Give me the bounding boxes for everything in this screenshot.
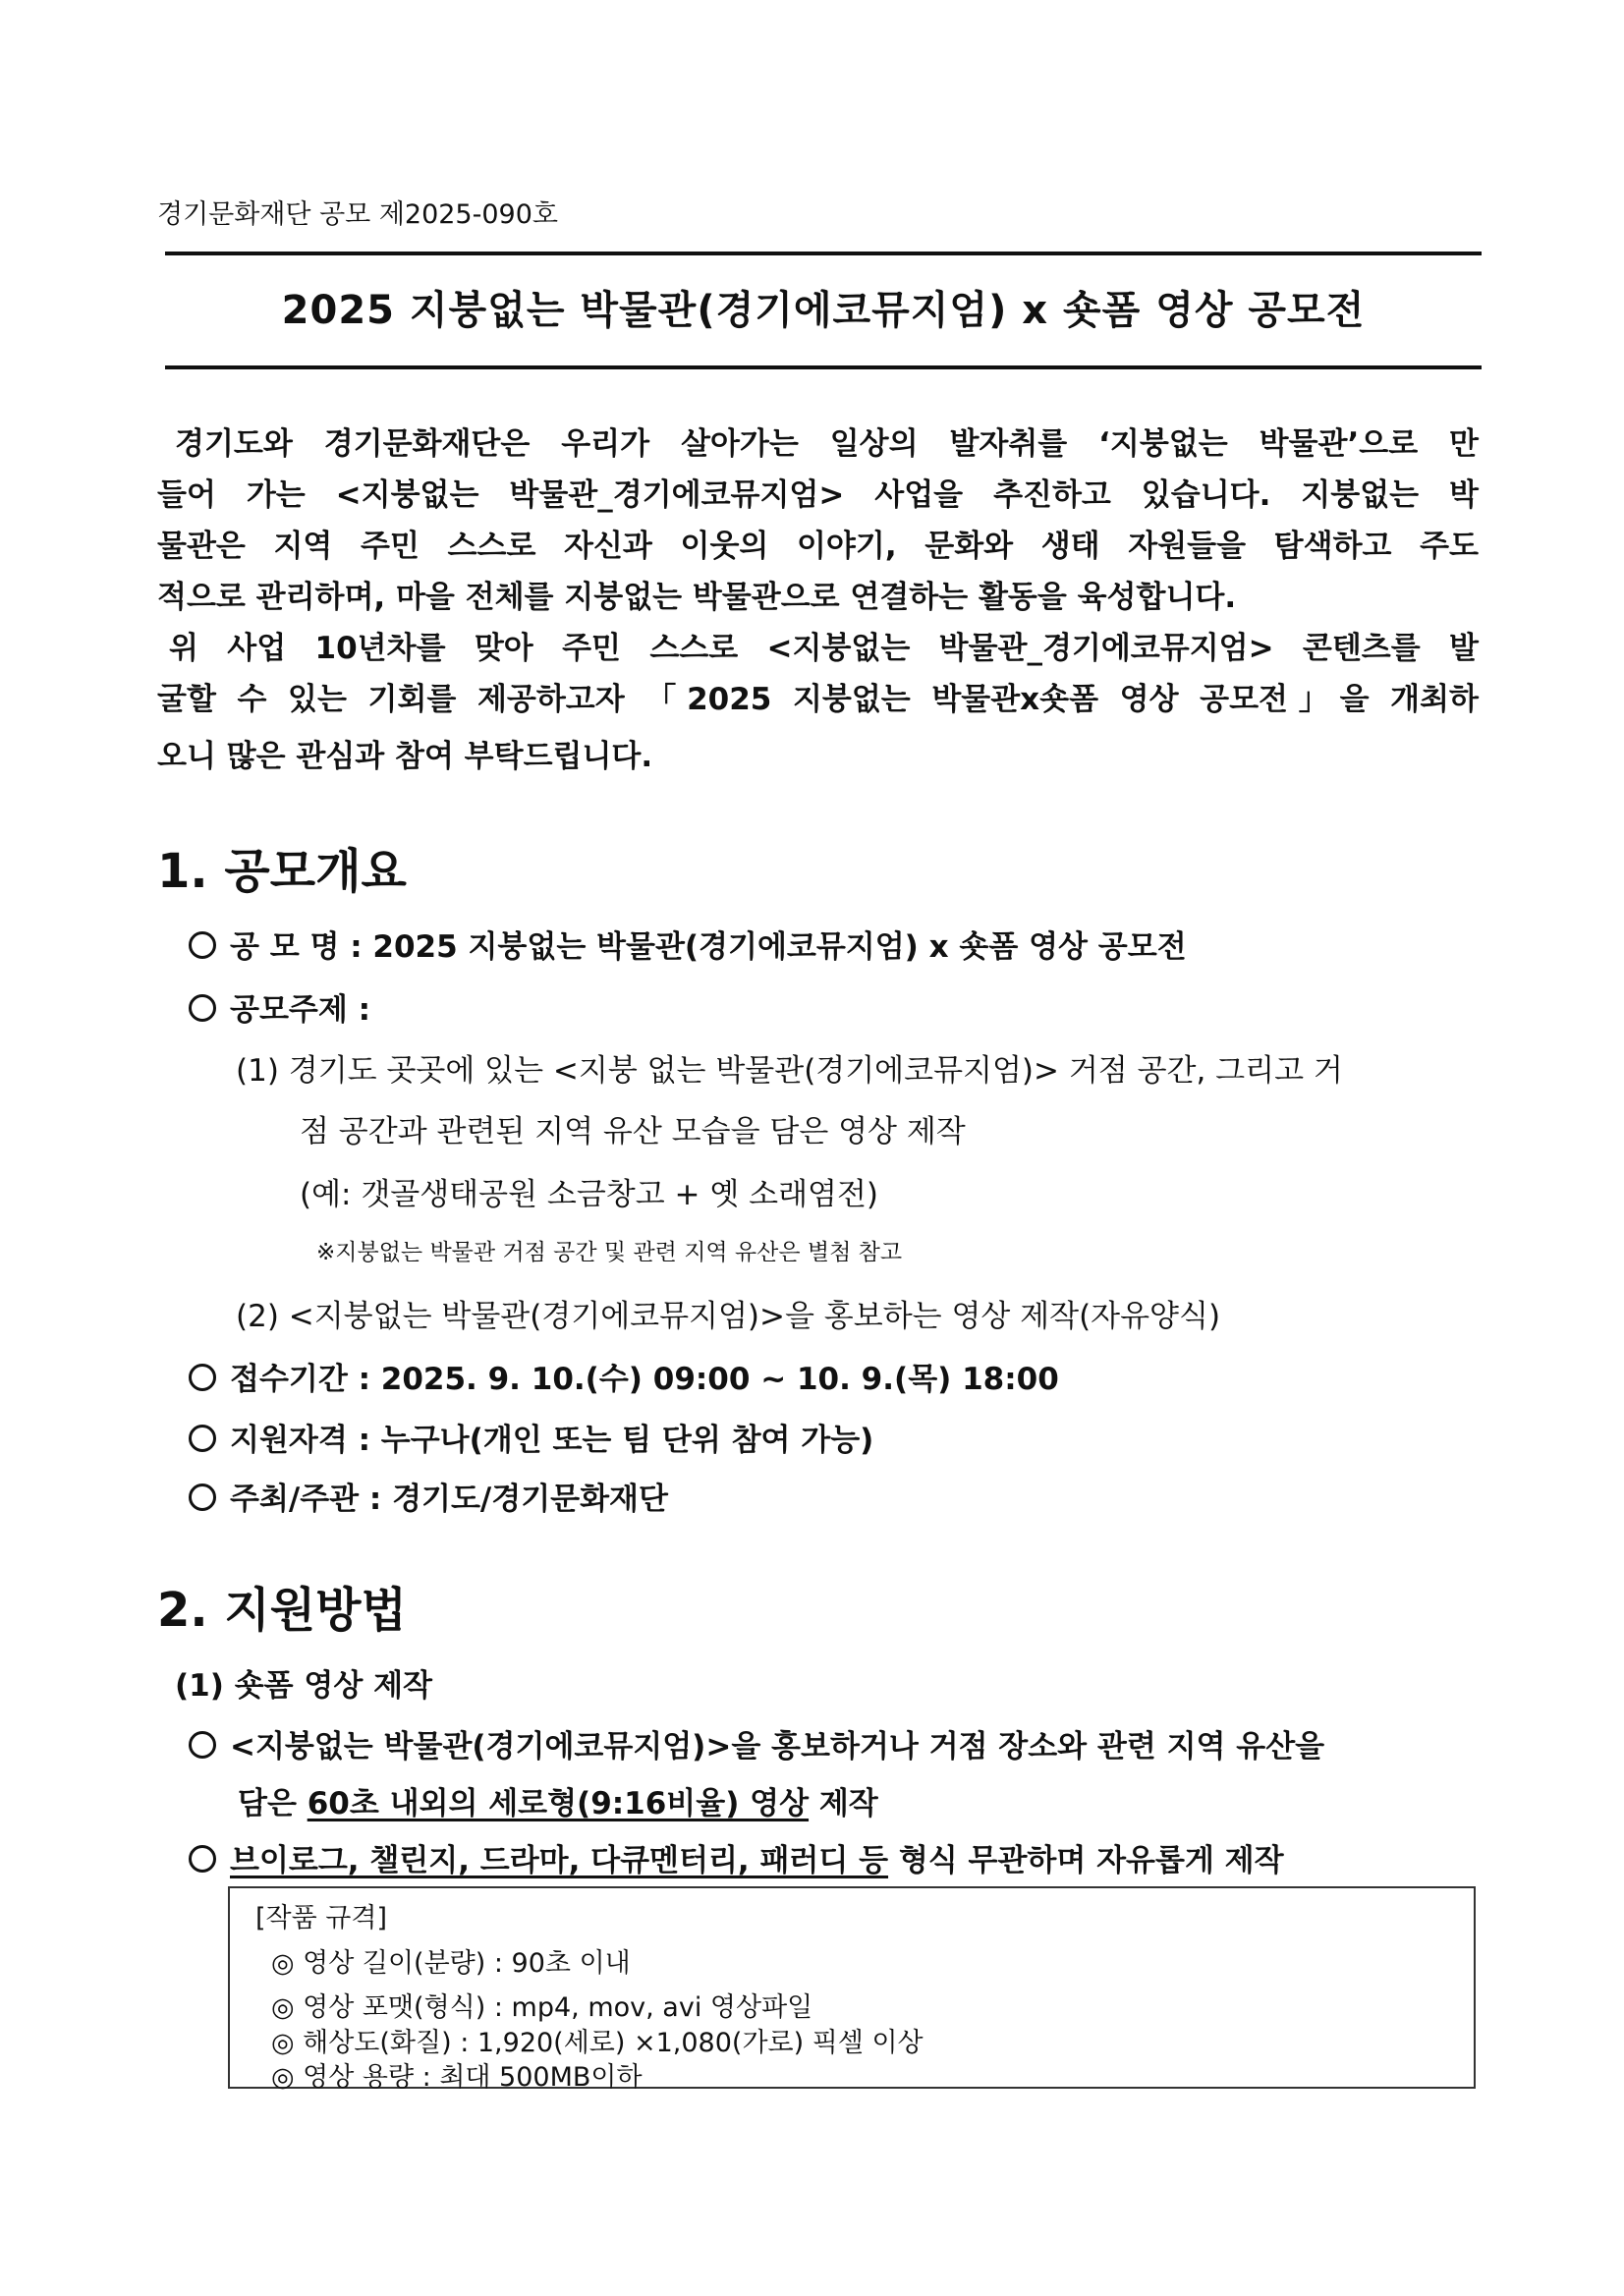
notice-number: 경기문화재단 공모 제2025-090호 [157, 199, 558, 230]
host-text: 주최/주관 : 경기도/경기문화재단 [230, 1482, 668, 1517]
intro-line: 들어 가는 <지붕없는 박물관_경기에코뮤지엄> 사업을 추진하고 있습니다. 지붕없는 박 [157, 477, 1479, 513]
eligibility-row [189, 1415, 873, 1459]
intro-line: 경기도와 경기문화재단은 우리가 살아가는 일상의 발자취를 ‘지붕없는 박물관’으로 만 [175, 426, 1479, 462]
topic-1-line1: (1) 경기도 곳곳에 있는 <지붕 없는 박물관(경기에코뮤지엄)> 거점 공간, 그리고 거 [236, 1053, 1343, 1089]
section2-subheading: (1) 숏폼 영상 제작 [175, 1668, 432, 1704]
intro-line: 위 사업 10년차를 맞아 주민 스스로 <지붕없는 박물관_경기에코뮤지엄> 콘텐츠를 발 [169, 631, 1479, 666]
method-underlined-text: 60초 내외의 세로형(9:16비율) 영상 [307, 1786, 810, 1821]
contest-name-row [189, 922, 1187, 966]
format-text: 형식 무관하며 자유롭게 제작 [888, 1843, 1284, 1878]
circle-bullet-icon [189, 1364, 216, 1391]
circle-bullet-icon [189, 1425, 216, 1452]
title-bottom-rule [165, 365, 1482, 369]
spec-box [228, 1886, 1476, 2093]
title-top-rule [165, 252, 1482, 255]
spec-item: ◎ 영상 포맷(형식) : mp4, mov, avi 영상파일 [271, 1992, 813, 2023]
contest-name-text: 공 모 명 : 2025 지붕없는 박물관(경기에코뮤지엄) x 숏폼 영상 공모전 [230, 929, 1187, 965]
period-row [189, 1354, 1059, 1398]
circle-bullet-icon [189, 1731, 216, 1759]
method-bullet-2 [189, 1835, 1284, 1879]
intro-line: 적으로 관리하며, 마을 전체를 지붕없는 박물관으로 연결하는 활동을 육성합니다. [157, 580, 1237, 615]
topic-1-line2: 점 공간과 관련된 지역 유산 모습을 담은 영상 제작 [300, 1114, 966, 1149]
topic-label: 공모주제 : [230, 992, 370, 1028]
eligibility-text: 지원자격 : 누구나(개인 또는 팀 단위 참여 가능) [230, 1423, 874, 1458]
circle-bullet-icon [189, 1845, 216, 1873]
section2-heading: 2. 지원방법 [157, 1583, 407, 1638]
intro-line: 물관은 지역 주민 스스로 자신과 이웃의 이야기, 문화와 생태 자원들을 탐색하고 주도 [157, 529, 1479, 564]
spec-item: ◎ 해상도(화질) : 1,920(세로) ×1,080(가로) 픽셀 이상 [271, 2028, 924, 2058]
format-underlined-text: 브이로그, 챌린지, 드라마, 다큐멘터리, 패러디 등 [230, 1843, 889, 1878]
spec-item: ◎ 영상 용량 : 최대 500MB이하 [271, 2062, 643, 2093]
method-bullet-1-line2 [238, 1778, 878, 1822]
host-row [189, 1474, 668, 1518]
period-text: 접수기간 : 2025. 9. 10.(수) 09:00 ~ 10. 9.(목) 18:00 [230, 1362, 1059, 1397]
section1-heading: 1. 공모개요 [157, 844, 407, 899]
method-bullet-1-line1: <지붕없는 박물관(경기에코뮤지엄)>을 홍보하거나 거점 장소와 관련 지역 유산을 [230, 1729, 1325, 1764]
topic-row [189, 984, 370, 1029]
page-title: 2025 지붕없는 박물관(경기에코뮤지엄) x 숏폼 영상 공모전 [281, 288, 1366, 333]
topic-1-note: ※지붕없는 박물관 거점 공간 및 관련 지역 유산은 별첨 참고 [316, 1240, 903, 1265]
method-text: 담은 [238, 1786, 308, 1821]
spec-title: [작품 규격] [255, 1903, 387, 1933]
method-text: 제작 [809, 1786, 878, 1821]
topic-2: (2) <지붕없는 박물관(경기에코뮤지엄)>을 홍보하는 영상 제작(자유양식) [236, 1299, 1221, 1334]
intro-line: 굴할 수 있는 기회를 제공하고자 「2025 지붕없는 박물관x숏폼 영상 공모전」을 개최하 [157, 682, 1479, 717]
circle-bullet-icon [189, 994, 216, 1022]
intro-line: 오니 많은 관심과 참여 부탁드립니다. [157, 739, 653, 774]
circle-bullet-icon [189, 931, 216, 959]
circle-bullet-icon [189, 1484, 216, 1511]
topic-1-example: (예: 갯골생태공원 소금창고 + 옛 소래염전) [300, 1177, 879, 1212]
method-bullet-1 [189, 1721, 1324, 1765]
spec-item: ◎ 영상 길이(분량) : 90초 이내 [271, 1948, 631, 1979]
